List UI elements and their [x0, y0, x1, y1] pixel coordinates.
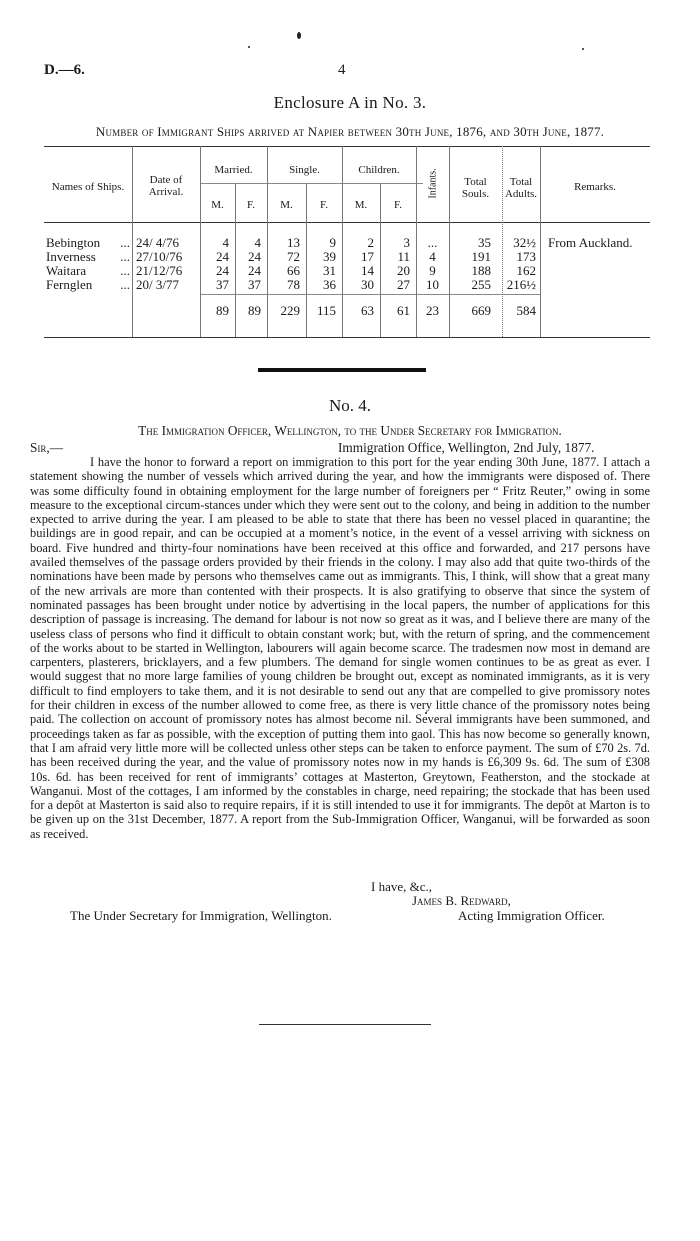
addressee: The Under Secretary for Immigration, Wellington. [70, 908, 332, 923]
row-single-m: 13 [287, 235, 300, 250]
row-infants: 4 [429, 249, 436, 264]
row-leader: ... [120, 277, 130, 292]
row-married-m: 4 [222, 235, 229, 250]
col-rule [540, 146, 541, 337]
total-adults: 584 [516, 303, 536, 318]
row-married-m: 24 [216, 249, 229, 264]
header-single-f: F. [320, 199, 328, 211]
row-leader: ... [120, 235, 130, 250]
header-total-souls-line1: Total [464, 176, 487, 188]
row-total-adults: 173 [516, 249, 536, 264]
row-single-f: 31 [323, 263, 336, 278]
table-top-rule [44, 146, 650, 147]
row-single-m: 72 [287, 249, 300, 264]
immigrant-ships-table [44, 146, 650, 338]
closing: I have, &c., [371, 879, 433, 894]
signature-title: Acting Immigration Officer. [458, 908, 605, 923]
row-single-f: 9 [329, 235, 336, 250]
header-infants: Infants. [427, 168, 439, 199]
header-date-line1: Date of [149, 174, 183, 186]
row-ship-name: Waitara [46, 263, 87, 278]
header-bottom-rule [44, 222, 650, 223]
row-married-m: 37 [216, 277, 229, 292]
print-mark [297, 32, 301, 39]
header-married-m: M. [211, 199, 224, 211]
header-date-line2: Arrival. [148, 186, 184, 198]
total-married-m: 89 [216, 303, 229, 318]
row-married-f: 4 [254, 235, 261, 250]
print-mark [248, 46, 250, 48]
total-children-f: 61 [397, 303, 410, 318]
row-single-m: 66 [287, 263, 300, 278]
row-date: 24/ 4/76 [136, 235, 179, 250]
row-children-m: 14 [361, 263, 374, 278]
totals-rule [200, 294, 540, 295]
row-ship-name: Inverness [46, 249, 96, 264]
group-header-rule [200, 183, 423, 184]
header-names-of-ships: Names of Ships. [51, 181, 125, 193]
header-total-souls-line2: Souls. [461, 188, 490, 200]
header-married-f: F. [247, 199, 255, 211]
total-single-f: 115 [316, 303, 336, 318]
row-leader: ... [120, 263, 130, 278]
row-children-m: 30 [361, 277, 374, 292]
row-children-f: 3 [403, 235, 410, 250]
section-divider [258, 368, 426, 372]
row-married-f: 24 [248, 263, 261, 278]
header-children: Children. [358, 164, 400, 176]
header-children-f: F. [394, 199, 402, 211]
total-single-m: 229 [280, 303, 300, 318]
row-remarks: From Auckland. [548, 235, 633, 250]
row-children-f: 27 [397, 277, 410, 292]
row-infants: ... [427, 235, 438, 250]
table-bottom-rule [44, 337, 650, 338]
row-date: 27/10/76 [136, 249, 183, 264]
row-married-m: 24 [216, 263, 229, 278]
header-remarks: Remarks. [574, 181, 616, 193]
header-single: Single. [289, 164, 320, 176]
print-mark [582, 48, 584, 50]
row-total-adults: 162 [516, 263, 536, 278]
row-date: 21/12/76 [136, 263, 183, 278]
row-married-f: 24 [248, 249, 261, 264]
total-children-m: 63 [361, 303, 374, 318]
row-leader: ... [120, 249, 130, 264]
row-infants: 9 [429, 263, 436, 278]
row-infants: 10 [426, 277, 439, 292]
row-total-souls: 188 [471, 263, 491, 278]
row-date: 20/ 3/77 [136, 277, 179, 292]
row-total-souls: 255 [471, 277, 491, 292]
row-ship-name: Bebington [46, 235, 101, 250]
row-children-f: 11 [397, 249, 410, 264]
header-total-adults-line1: Total [509, 176, 533, 188]
row-children-f: 20 [397, 263, 410, 278]
row-total-souls: 35 [478, 235, 491, 250]
header-single-m: M. [280, 199, 293, 211]
letter-body: I have the honor to forward a report on immigration to this port for the year ending 30th June, 1877. I attach a statement showing the number of vessels which arrived during the year, and how the immigrants were disposed of. There was some difficulty found in obtaining employment for the large number of foreigners per “ Fritz Reuter,” owing in some measure to the exceptional circum-stances under which they were sent out to the colony, and being in addition to the number expected to arrive during the year. I am pleased to be able to state that there has been no vessel placed in quarantine; the buildings are in good repair, and can be occupied at a moment’s notice, in the event of a vessel arriving with sickness on board. Five hundred and thirty-four nominations have been received at this office and forwarded, and 217 persons have availed themselves of the passage orders provided by their friends in the colony. I may also add that quite two-thirds of the nominations have been made by persons who themselves came out as immigrants. This, I think, will show that a great many of the new arrivals are more than contented with their prospects. It is also gratifying to observe that since the system of nominated passages has been brought under notice by advertising in the local papers, the number of applications for this description of passage is increasing. The demand for labour is not now so great as it was, and I believe there are many of the useless class of persons who find it difficult to obtain constant work; but, with the return of spring, and the commencement of the works about to be started in Wellington, labourers will again become scarce. The tradesmen now most in demand are carpenters, plasterers, bricklayers, and a few plumbers. The demand for single women continues to be as great as ever. I would suggest that no more large families of young children be brought out, except as nominated immigrants, as it is very difficult to find employers to take them, and it is not desirable to send out any that are compelled to give promissory notes for their children in excess of the number allowed to come free, as there is very little chance of the promissory notes being paid. The collection on account of promissory notes has almost become nil. Several immigrants have been summoned, and proceedings taken as far as possible, with the exception of putting them into gaol. This has now become so generally known, that I am afraid very little more will be collected unless other steps can be taken to enforce payment. The sum of £70 2s. 7d. has been received during the year, and the value of promissory notes now in my hands is £6,309 9s. 6d. The sum of £308 10s. 6d. has been received for rent of immigrants’ cottages at Masterton, Greytown, Featherston, and the stockade at Wanganui. Most of the cottages, I am informed by the constables in charge, need repairing; the stockade that has been used for a depôt at Masterton is said also to require repairs, if it is still intended to use it for immigrants. The depôt at Marton is to be given up on the 31st December, 1877. A report from the Sub-Immigration Officer, Wanganui, will be forwarded as soon as received. [30, 455, 650, 841]
total-souls: 669 [471, 303, 491, 318]
total-married-f: 89 [248, 303, 261, 318]
total-infants: 23 [426, 303, 439, 318]
row-total-souls: 191 [471, 249, 491, 264]
letter-number: No. 4. [328, 396, 372, 415]
letter-heading: The Immigration Officer, Wellington, to the Under Secretary for Immigration. [138, 423, 562, 438]
row-children-m: 2 [367, 235, 374, 250]
page-number: 4 [338, 62, 346, 78]
enclosure-title: Enclosure A in No. 3. [273, 93, 427, 112]
header-total-adults-line2: Adults. [504, 188, 538, 200]
row-ship-name: Fernglen [46, 277, 93, 292]
row-single-m: 78 [287, 277, 300, 292]
document-code: D.—6. [44, 62, 85, 78]
row-children-m: 17 [361, 249, 374, 264]
header-married: Married. [214, 164, 253, 176]
row-single-f: 36 [323, 277, 336, 292]
row-total-adults: 32½ [513, 235, 536, 250]
salutation: Sir,— [30, 440, 64, 455]
row-married-f: 37 [248, 277, 261, 292]
header-children-m: M. [354, 199, 368, 211]
letter-dateline: Immigration Office, Wellington, 2nd July, 1877. [338, 440, 595, 455]
row-total-adults: 216½ [506, 277, 536, 292]
table-title: Number of Immigrant Ships arrived at Napier between 30th June, 1876, and 30th June, 1877. [95, 124, 605, 139]
row-single-f: 39 [323, 249, 336, 264]
signature-name: James B. Redward, [412, 893, 511, 908]
bottom-rule [259, 1024, 431, 1025]
